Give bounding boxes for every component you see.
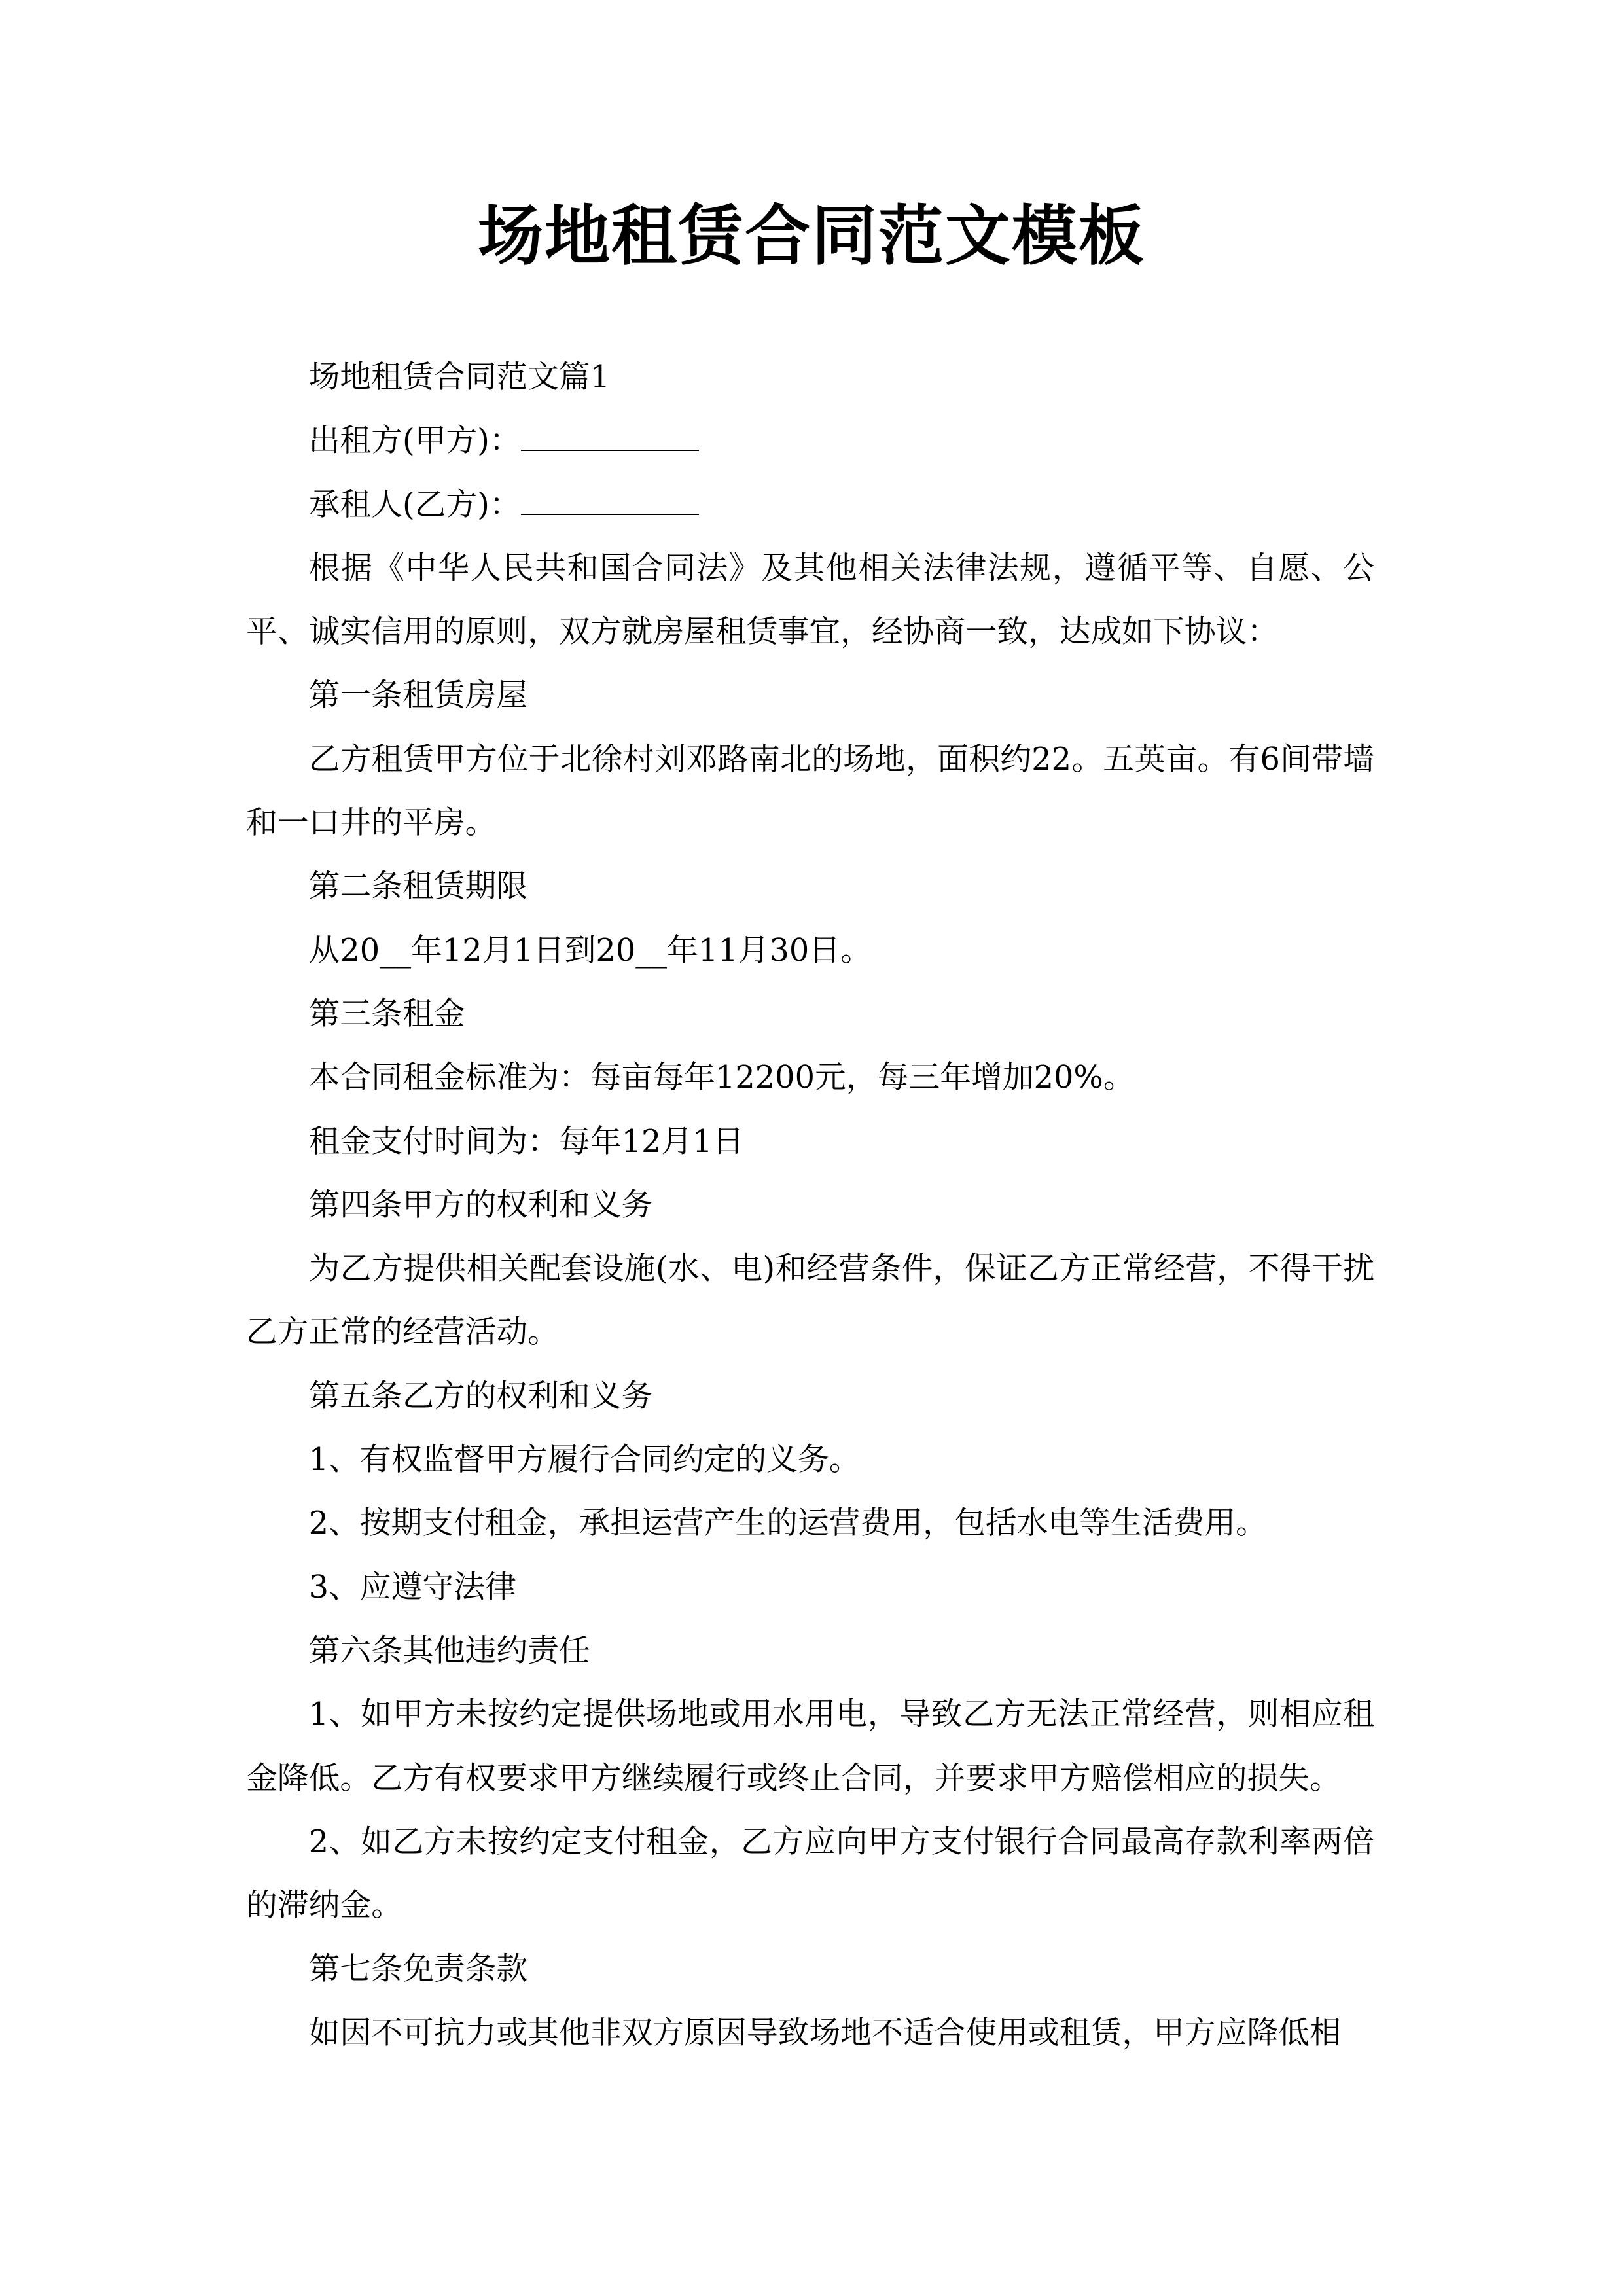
article-heading: 第四条甲方的权利和义务 (308, 1187, 653, 1223)
paragraph: 为乙方提供相关配套设施(水、电)和经营条件，保证乙方正常经营，不得干扰乙方正常的经营活动。 (246, 1251, 1374, 1351)
article-heading: 第一条租赁房屋 (308, 677, 528, 714)
article-heading: 第六条其他违约责任 (308, 1632, 590, 1669)
lessor-label: 出租方(甲方)： (308, 423, 521, 459)
list-item: 2、按期支付租金，承担运营产生的运营费用，包括水电等生活费用。 (308, 1505, 1267, 1542)
section-heading: 场地租赁合同范文篇1 (308, 359, 611, 395)
article-heading: 第七条免责条款 (308, 1951, 528, 1988)
paragraph: 租金支付时间为：每年12月1日 (308, 1123, 744, 1160)
paragraph: 如因不可抗力或其他非双方原因导致场地不适合使用或租赁，甲方应降低相 (308, 2015, 1341, 2051)
lessor-blank (521, 423, 699, 451)
document-body (246, 346, 1374, 2065)
article-heading: 第二条租赁期限 (308, 869, 528, 905)
document-title: 场地租赁合同范文模板 (478, 197, 1145, 274)
article-heading: 第五条乙方的权利和义务 (308, 1378, 653, 1414)
lessee-blank (521, 488, 699, 515)
list-item: 3、应遵守法律 (308, 1569, 516, 1605)
list-item: 1、有权监督甲方履行合同约定的义务。 (308, 1442, 861, 1479)
paragraph: 从20__年12月1日到20__年11月30日。 (308, 932, 872, 969)
lessee-line (246, 473, 1374, 537)
list-item: 1、如甲方未按约定提供场地或用水用电，导致乙方无法正常经营，则相应租金降低。乙方有权要求甲方继续履行或终止合同，并要求甲方赔偿相应的损失。 (246, 1696, 1374, 1797)
paragraph: 根据《中华人民共和国合同法》及其他相关法律法规，遵循平等、自愿、公平、诚实信用的原则，双方就房屋租赁事宜，经协商一致，达成如下协议： (246, 550, 1374, 651)
paragraph: 乙方租赁甲方位于北徐村刘邓路南北的场地，面积约22。五英亩。有6间带墙和一口井的平房。 (246, 741, 1374, 842)
lessor-line (246, 409, 1374, 473)
lessee-label: 承租人(乙方)： (308, 486, 521, 523)
paragraph: 本合同租金标准为：每亩每年12200元，每三年增加20%。 (308, 1060, 1135, 1096)
list-item: 2、如乙方未按约定支付租金，乙方应向甲方支付银行合同最高存款利率两倍的滞纳金。 (246, 1823, 1374, 1924)
article-heading: 第三条租金 (308, 996, 465, 1032)
